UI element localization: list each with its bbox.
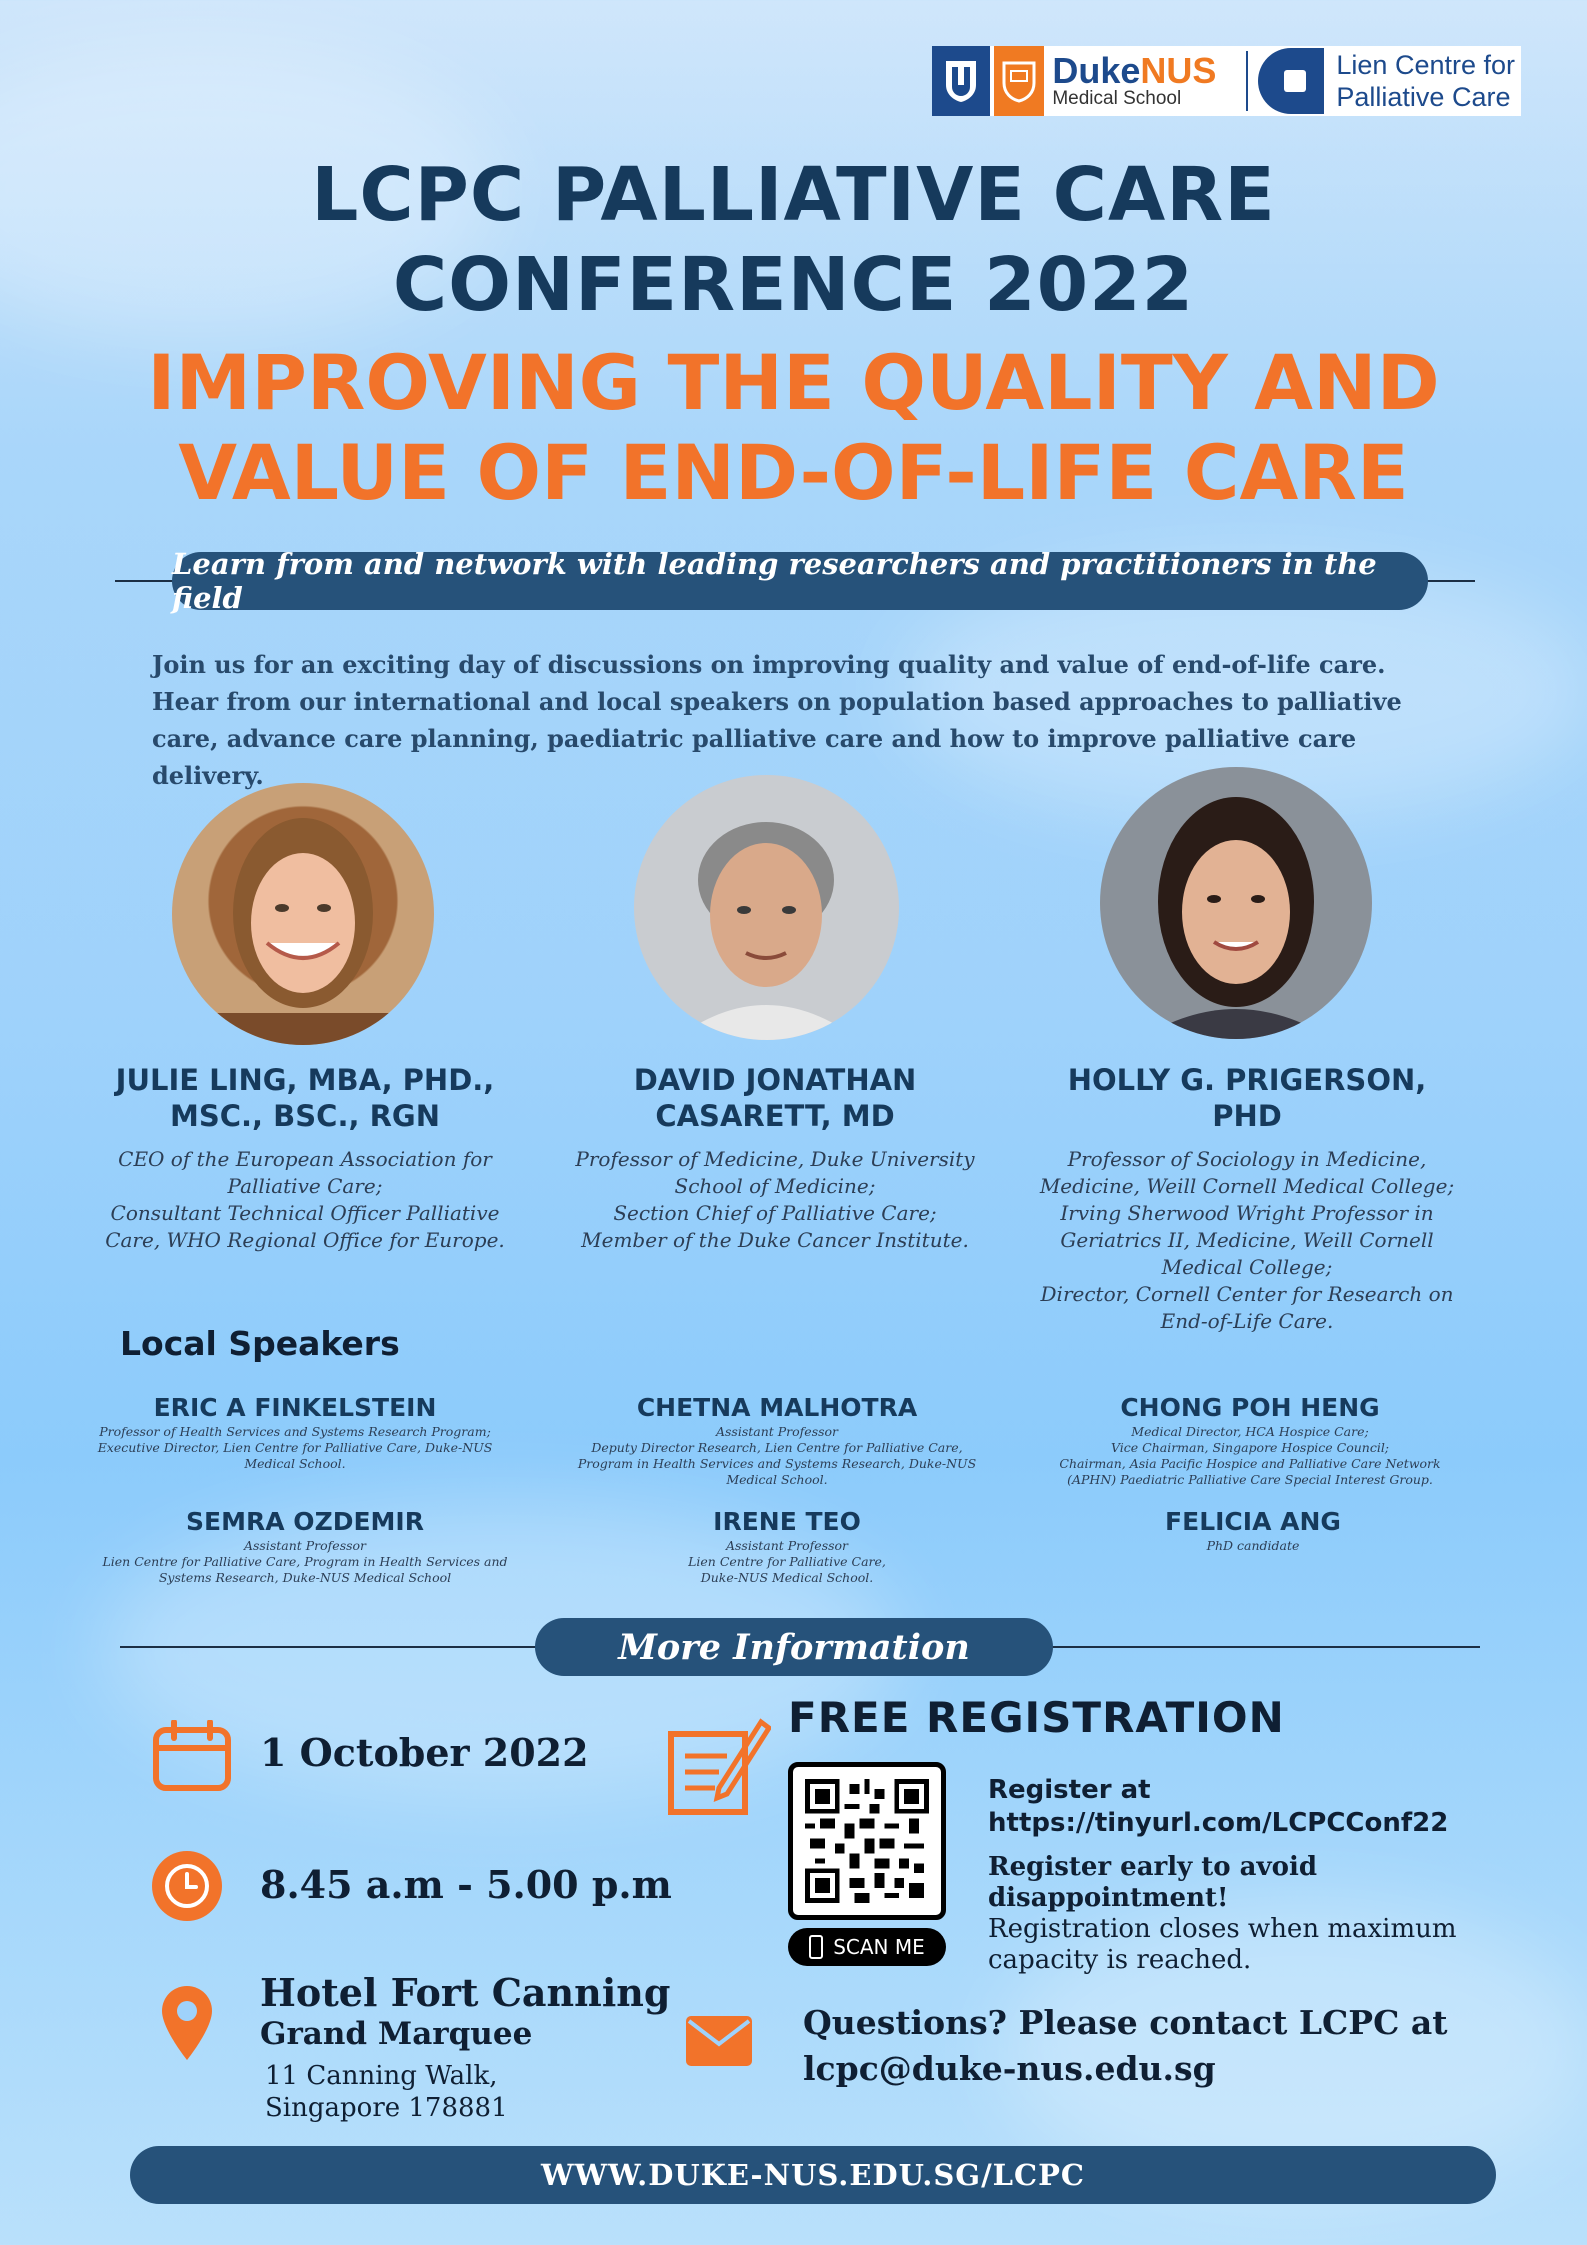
logo-divider: [1246, 51, 1248, 111]
local-speaker-desc: Professor of Health Services and Systems Research Program;: [99, 1424, 491, 1439]
intro-text: Join us for an exciting day of discussions on improving quality and value of end-of-life care. Hear from our international and local speakers on population based approaches to palliative care, advance care planning, paediatric palliative care and how to improve palliative care delivery.: [152, 650, 1402, 790]
speaker-desc-line: Consultant Technical Officer Palliative: [110, 1201, 500, 1225]
local-speaker-desc: Chairman, Asia Pacific Hospice and Palliative Care Network: [1059, 1456, 1441, 1471]
speaker-name-line: MSC., BSC., RGN: [170, 1099, 440, 1133]
nus-wordmark: NUS: [1140, 50, 1217, 91]
local-speaker-desc: Systems Research, Duke-NUS Medical School: [158, 1570, 452, 1585]
duke-nus-logo: [932, 46, 1236, 116]
venue-name: Hotel Fort Canning: [260, 1970, 671, 2015]
phone-icon: [809, 1935, 823, 1959]
local-speaker-desc: Deputy Director Research, Lien Centre for Palliative Care,: [591, 1440, 963, 1455]
local-speaker-irene: [582, 1506, 992, 1586]
local-speaker-semra: [100, 1506, 510, 1586]
speaker-desc-line: Section Chief of Palliative Care;: [613, 1201, 937, 1225]
local-speaker-desc: Assistant Professor: [715, 1424, 839, 1439]
local-speaker-name: IRENE TEO: [713, 1507, 861, 1536]
local-speaker-name: CHETNA MALHOTRA: [636, 1393, 918, 1422]
local-speaker-chetna: [572, 1392, 982, 1488]
speaker-desc-line: School of Medicine;: [674, 1174, 876, 1198]
venue-sub: Grand Marquee: [260, 2016, 533, 2052]
register-at: [988, 1774, 1448, 1840]
speaker-name-line: JULIE LING, MBA, PHD.,: [115, 1063, 495, 1097]
contact-line: Questions? Please contact LCPC at: [803, 2003, 1448, 2042]
local-speaker-desc: (APHN) Paediatric Palliative Care Special Interest Group.: [1067, 1472, 1433, 1487]
speaker-desc-line: Medicine, Weill Cornell Medical College;: [1039, 1174, 1455, 1198]
local-speaker-desc: Medical School.: [726, 1472, 828, 1487]
local-speaker-desc: Assistant Professor: [243, 1538, 367, 1553]
local-speaker-felicia: [1048, 1506, 1458, 1554]
speaker-name-julie: [90, 1062, 520, 1134]
nus-crest-icon: [994, 46, 1044, 116]
qr-code[interactable]: [788, 1762, 946, 1920]
speaker-name-line: PHD: [1212, 1099, 1282, 1133]
calendar-icon: [152, 1720, 232, 1796]
speaker-photo-julie: [172, 783, 434, 1045]
speaker-desc-line: Care, WHO Regional Office for Europe.: [105, 1228, 505, 1252]
local-speaker-desc: Program in Health Services and Systems Research, Duke-NUS: [577, 1456, 977, 1471]
tagline: Learn from and network with leading researchers and practitioners in the field: [172, 552, 1428, 610]
logo-bar: [932, 46, 1521, 116]
local-speaker-desc: Lien Centre for Palliative Care, Program in Health Services and: [102, 1554, 508, 1569]
speaker-desc-line: Director, Cornell Center for Research on: [1040, 1282, 1454, 1306]
local-speaker-desc: Duke-NUS Medical School.: [700, 1570, 874, 1585]
local-speaker-name: FELICIA ANG: [1165, 1507, 1341, 1536]
speaker-name-line: DAVID JONATHAN: [633, 1063, 917, 1097]
medical-school-label: Medical School: [1052, 88, 1182, 109]
speaker-desc-julie: [90, 1146, 520, 1254]
conference-title: [0, 150, 1587, 330]
local-speaker-chong: [1040, 1392, 1460, 1488]
lien-line1: Lien Centre for: [1336, 50, 1515, 80]
duke-shield-icon: [932, 46, 990, 116]
speaker-desc-line: Professor of Medicine, Duke University: [575, 1147, 975, 1171]
title-line2: CONFERENCE 2022: [392, 242, 1195, 328]
local-speaker-desc: Lien Centre for Palliative Care,: [688, 1554, 886, 1569]
local-speaker-name: SEMRA OZDEMIR: [186, 1507, 424, 1536]
address-line: 11 Canning Walk,: [265, 2061, 498, 2091]
scan-me-badge: [788, 1928, 946, 1966]
scan-me-label: SCAN ME: [833, 1935, 925, 1959]
speaker-desc-david: [560, 1146, 990, 1254]
contact-info: [803, 2000, 1448, 2092]
registration-closes-text: Registration closes when maximum capacity is reached.: [988, 1914, 1457, 1975]
speaker-desc-line: Irving Sherwood Wright Professor in: [1060, 1201, 1434, 1225]
speaker-desc-holly: [1030, 1146, 1464, 1335]
local-speaker-desc: Executive Director, Lien Centre for Palliative Care, Duke-NUS: [97, 1440, 493, 1455]
contact-email[interactable]: lcpc@duke-nus.edu.sg: [803, 2049, 1216, 2088]
local-speaker-desc: Medical Director, HCA Hospice Care;: [1131, 1424, 1369, 1439]
register-early-note: [988, 1852, 1528, 1976]
speaker-desc-line: Member of the Duke Cancer Institute.: [581, 1228, 969, 1252]
subtitle-line1: IMPROVING THE QUALITY AND: [147, 338, 1440, 427]
speaker-desc-line: CEO of the European Association for: [118, 1147, 492, 1171]
event-date: 1 October 2022: [260, 1730, 589, 1775]
website-footer[interactable]: WWW.DUKE-NUS.EDU.SG/LCPC: [130, 2146, 1496, 2204]
local-speaker-eric: [90, 1392, 500, 1472]
speaker-desc-line: Professor of Sociology in Medicine,: [1067, 1147, 1427, 1171]
speaker-desc-line: Medical College;: [1161, 1255, 1333, 1279]
speaker-name-line: CASARETT, MD: [655, 1099, 895, 1133]
registration-form-icon: [667, 1716, 771, 1820]
speaker-photo-david: [634, 775, 899, 1040]
title-line1: LCPC PALLIATIVE CARE: [311, 152, 1276, 238]
speaker-name-david: [560, 1062, 990, 1134]
email-icon: [686, 2016, 752, 2070]
location-pin-icon: [160, 1984, 214, 2066]
venue-address: [265, 2060, 508, 2124]
speaker-desc-line: Geriatrics II, Medicine, Weill Cornell: [1060, 1228, 1434, 1252]
register-at-label: Register at: [988, 1775, 1151, 1805]
local-speaker-desc: Vice Chairman, Singapore Hospice Council;: [1110, 1440, 1390, 1455]
lien-line2: Palliative Care: [1336, 82, 1511, 112]
conference-subtitle: [0, 338, 1587, 518]
speaker-desc-line: Palliative Care;: [227, 1174, 383, 1198]
subtitle-line2: VALUE OF END-OF-LIFE CARE: [178, 428, 1409, 517]
registration-link[interactable]: https://tinyurl.com/LCPCConf22: [988, 1808, 1449, 1838]
more-information-banner: More Information: [535, 1618, 1053, 1676]
speaker-name-line: HOLLY G. PRIGERSON,: [1067, 1063, 1427, 1097]
lien-mark-icon: [1258, 48, 1324, 114]
duke-wordmark: Duke: [1052, 50, 1141, 91]
local-speaker-desc: PhD candidate: [1206, 1538, 1300, 1553]
event-time: 8.45 a.m - 5.00 p.m: [260, 1862, 672, 1907]
speaker-name-holly: [1030, 1062, 1464, 1134]
register-early-text: Register early to avoid disappointment!: [988, 1852, 1318, 1913]
speaker-photo-holly: [1100, 767, 1372, 1039]
local-speaker-desc: Assistant Professor: [725, 1538, 849, 1553]
clock-icon: [152, 1851, 222, 1925]
local-speakers-title: Local Speakers: [120, 1324, 400, 1363]
lien-centre-logo: [1258, 46, 1521, 116]
address-line: Singapore 178881: [265, 2093, 508, 2123]
speaker-desc-line: End-of-Life Care.: [1160, 1309, 1334, 1333]
free-registration-title: FREE REGISTRATION: [788, 1693, 1285, 1742]
local-speaker-name: CHONG POH HENG: [1120, 1393, 1380, 1422]
local-speaker-desc: Medical School.: [244, 1456, 346, 1471]
local-speaker-name: ERIC A FINKELSTEIN: [153, 1393, 437, 1422]
